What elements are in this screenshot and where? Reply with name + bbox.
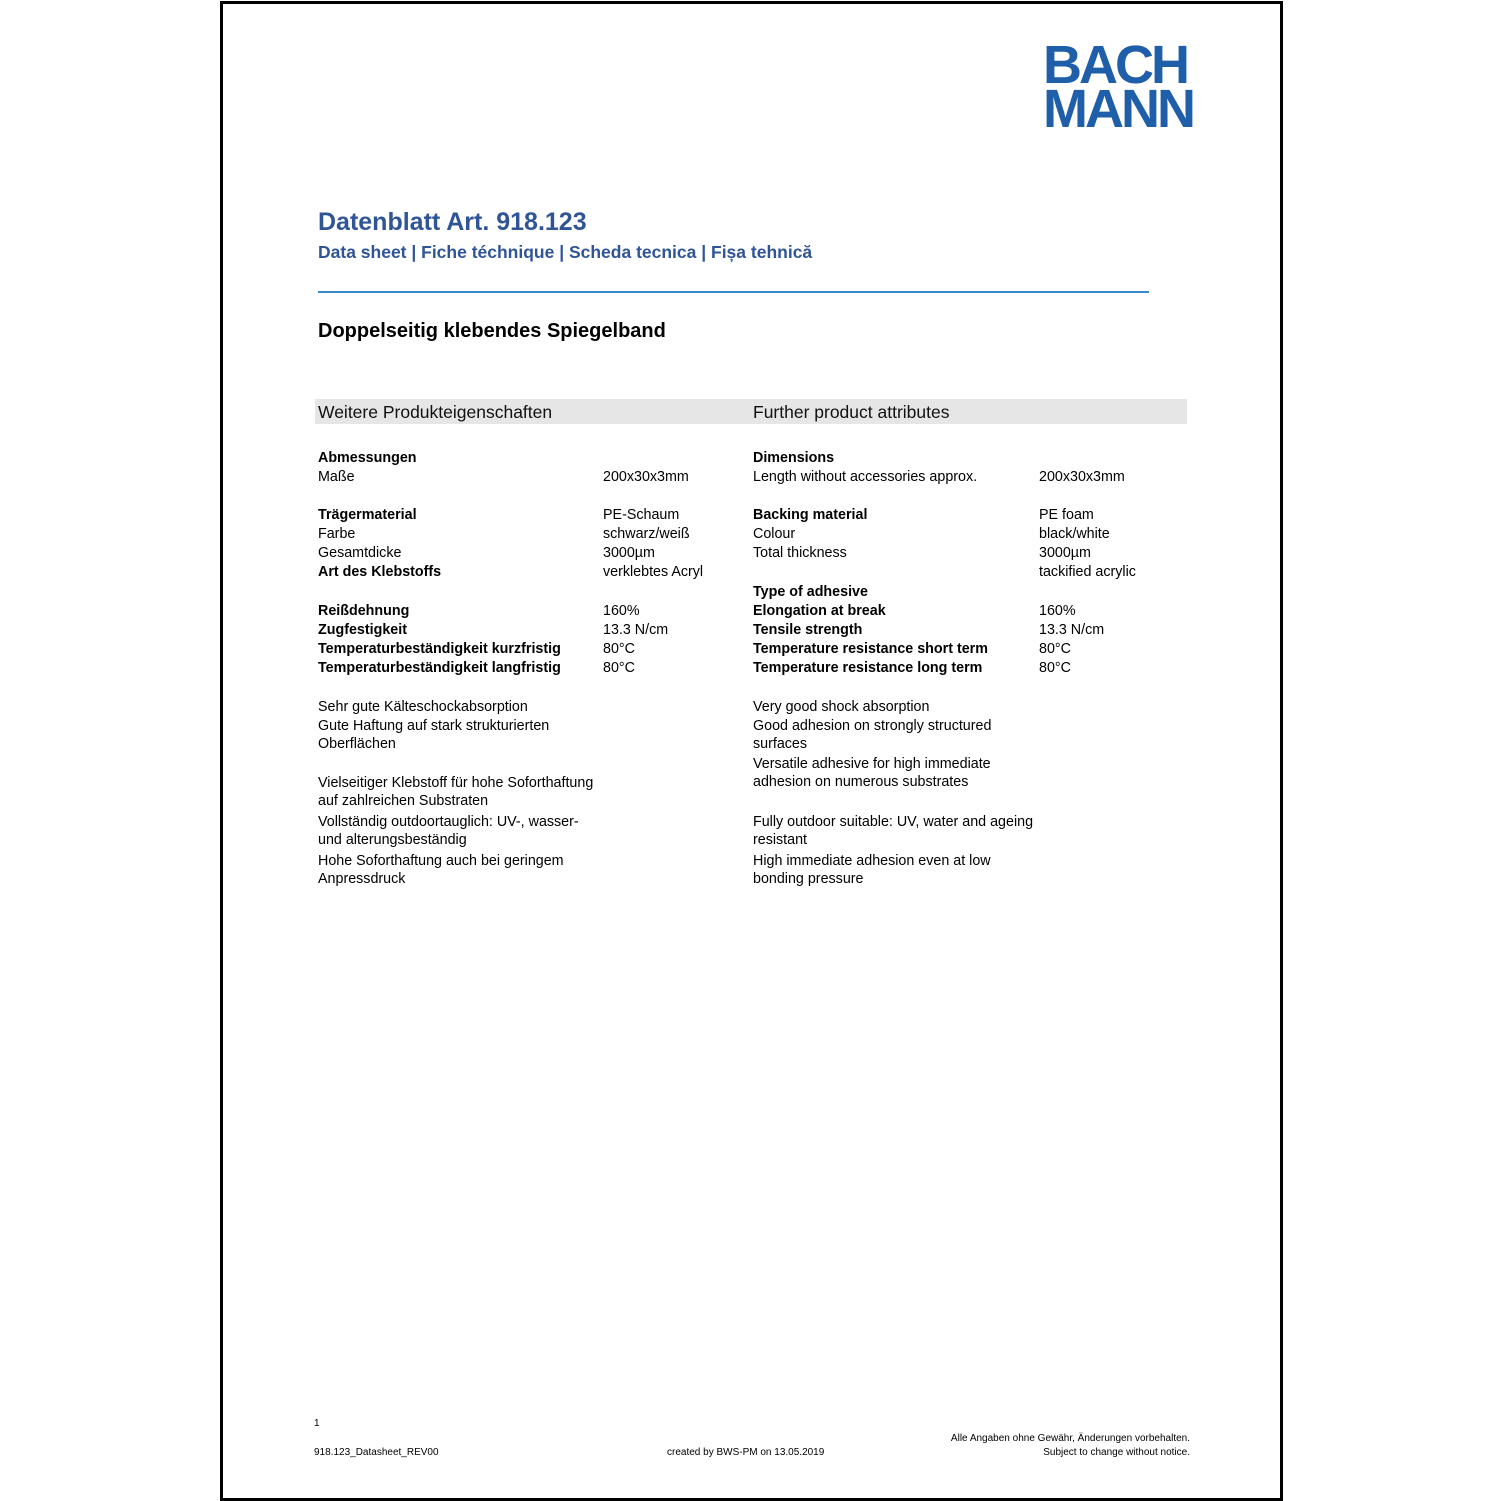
de-thickness-label: Gesamtdicke [318,545,402,561]
footer-created: created by BWS-PM on 13.05.2019 [667,1447,825,1458]
en-feature-1: Very good shock absorption [753,699,930,715]
logo-line-2: MANN [1043,79,1193,139]
de-temp-short-label: Temperaturbeständigkeit kurzfristig [318,641,561,657]
de-temp-long-value: 80°C [603,660,635,676]
en-colour-label: Colour [753,526,796,542]
de-feature-3: Vielseitiger Klebstoff für hohe Soforthaftung auf zahlreichen Substraten [318,775,594,809]
page-number: 1 [314,1418,320,1429]
de-adhesive-heading: Art des Klebstoffs [318,564,442,580]
en-tensile-value: 13.3 N/cm [1039,622,1105,638]
en-temp-short-value: 80°C [1039,641,1071,657]
en-feature-3: Versatile adhesive for high immediate adhesion on numerous substrates [753,756,991,790]
en-thickness-value: 3000µm [1039,545,1091,561]
de-dimensions-value: 200x30x3mm [603,469,689,485]
footer-disclaimer-de: Alle Angaben ohne Gewähr, Änderungen vorbehalten. [950,1433,1190,1444]
en-temp-long-label: Temperature resistance long term [753,660,983,676]
en-temp-short-label: Temperature resistance short term [753,641,988,657]
en-temp-long-value: 80°C [1039,660,1071,676]
en-feature-4: Fully outdoor suitable: UV, water and ageing resistant [753,814,1034,848]
de-colour-value: schwarz/weiß [603,526,690,542]
de-colour-label: Farbe [318,526,356,542]
section-header-en: Further product attributes [753,402,950,422]
en-elongation-value: 160% [1039,603,1076,619]
en-adhesive-heading: Type of adhesive [753,584,868,600]
de-dimensions-label: Maße [318,469,355,485]
de-backing-heading: Trägermaterial [318,507,417,523]
de-elongation-value: 160% [603,603,640,619]
de-feature-5: Hohe Soforthaftung auch bei geringem Anpressdruck [318,853,564,887]
footer-doc-id: 918.123_Datasheet_REV00 [314,1447,439,1458]
de-thickness-value: 3000µm [603,545,655,561]
de-tensile-value: 13.3 N/cm [603,622,669,638]
de-temp-short-value: 80°C [603,641,635,657]
de-adhesive-value: verklebtes Acryl [603,564,704,580]
bachmann-logo [1043,35,1193,139]
en-tensile-label: Tensile strength [753,622,863,638]
datasheet-page [220,1,1283,1501]
en-backing-value: PE foam [1039,507,1094,523]
de-feature-2: Gute Haftung auf stark strukturierten Oberflächen [318,718,550,752]
de-dimensions-heading: Abmessungen [318,450,417,466]
page-title: Datenblatt Art. 918.123 [318,208,587,236]
en-adhesive-value: tackified acrylic [1039,564,1136,580]
de-backing-value: PE-Schaum [603,507,680,523]
title-divider [318,291,1149,293]
section-header-de: Weitere Produkteigenschaften [318,402,553,422]
de-tensile-label: Zugfestigkeit [318,622,407,638]
en-colour-value: black/white [1039,526,1110,542]
en-dimensions-value: 200x30x3mm [1039,469,1125,485]
de-elongation-label: Reißdehnung [318,603,410,619]
footer-disclaimer-en: Subject to change without notice. [1043,1447,1190,1458]
en-backing-heading: Backing material [753,507,868,523]
en-dimensions-label: Length without accessories approx. [753,469,978,485]
en-dimensions-heading: Dimensions [753,450,835,466]
en-feature-2: Good adhesion on strongly structured surfaces [753,718,992,752]
en-feature-5: High immediate adhesion even at low bonding pressure [753,853,991,887]
logo-line-1: BACH [1043,35,1187,95]
de-temp-long-label: Temperaturbeständigkeit langfristig [318,660,561,676]
page-subtitle: Data sheet | Fiche téchnique | Scheda tecnica | Fișa tehnică [318,242,813,262]
product-name: Doppelseitig klebendes Spiegelband [318,320,666,342]
en-elongation-label: Elongation at break [753,603,886,619]
de-feature-1: Sehr gute Kälteschockabsorption [318,699,528,715]
de-feature-4: Vollständig outdoortauglich: UV-, wasser- und alterungsbeständig [318,814,579,848]
en-thickness-label: Total thickness [753,545,847,561]
